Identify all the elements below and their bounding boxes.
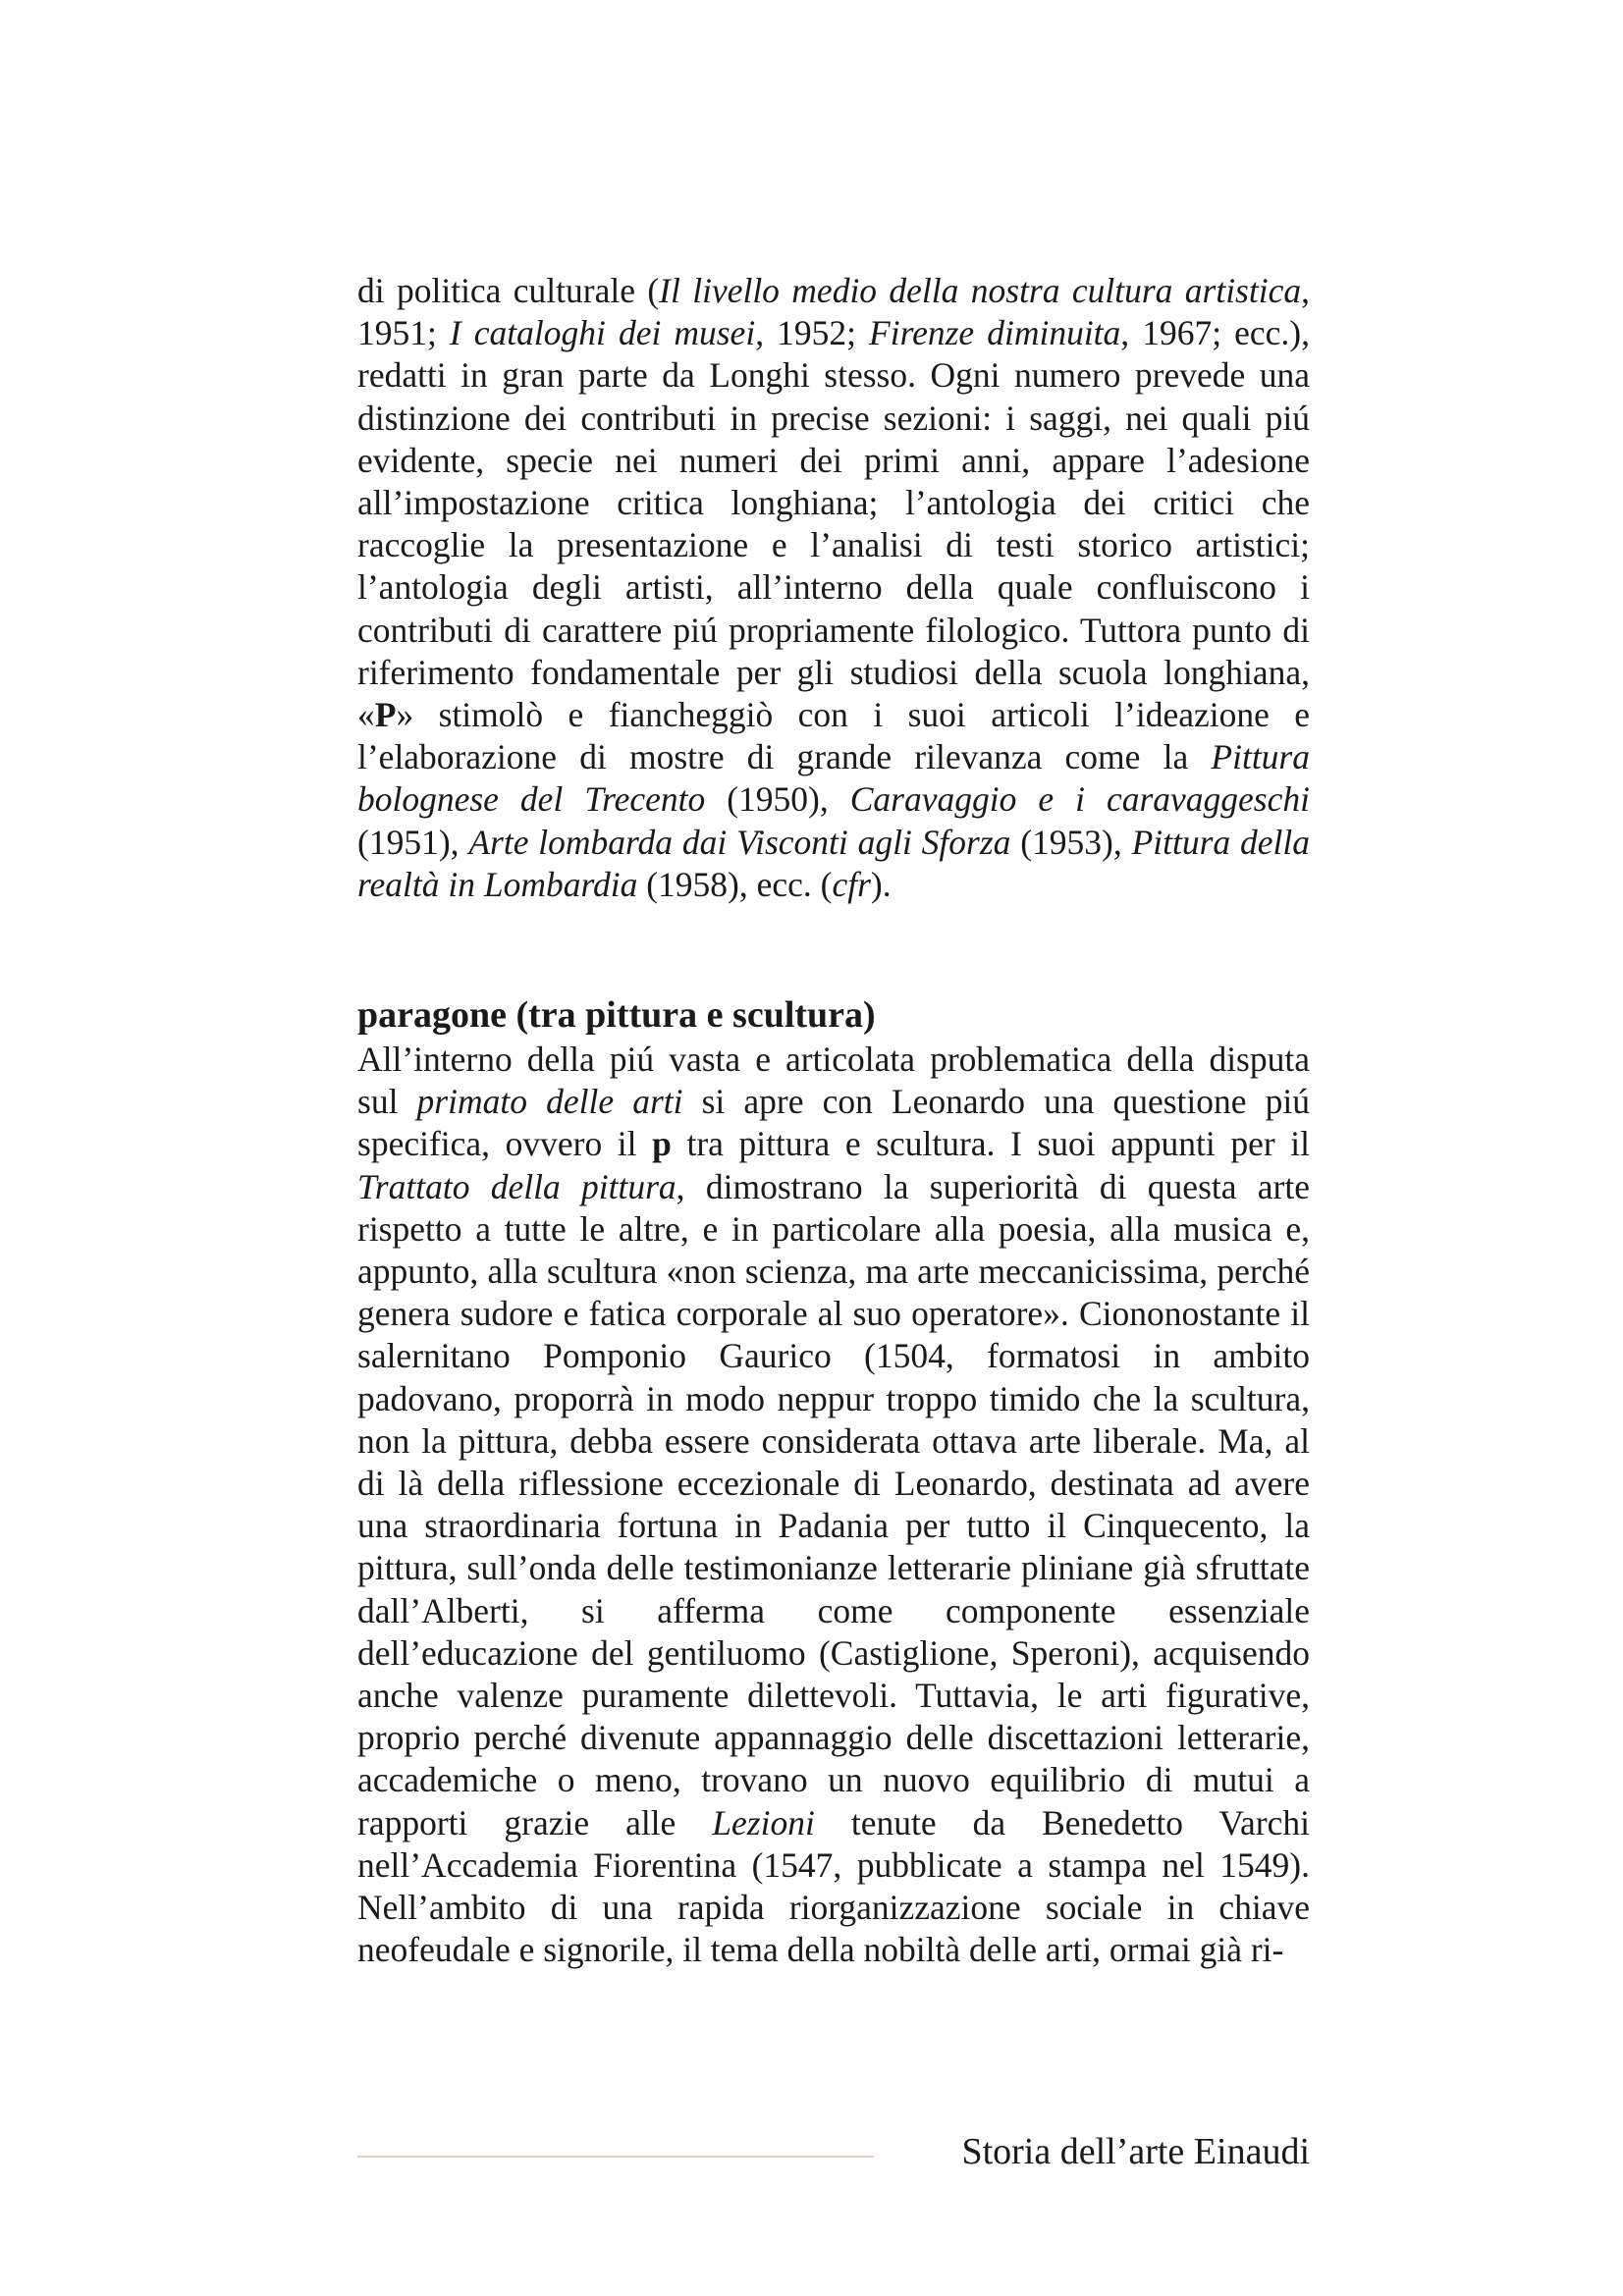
italic-title: I cataloghi dei musei [449,313,756,353]
italic-title: Caravaggio e i caravaggeschi [849,779,1310,820]
italic-title: Pittura bolognese del Trecento [357,737,1310,820]
italic-title: Firenze diminuita [869,313,1121,353]
text-run: , dimostrano la superiorità di questa arte rispetto a tutte le altre, e in particolare alla poesia, alla musica e, appunto, alla scultura «non scienza, ma arte meccanicissima, perché genera sudore e fatica corporale al suo operatore». Ciononostante il salernitano Pomponio Gaurico (1504, formatosi in ambito padovano, proporrà in modo neppur troppo timido che la scultura, non la pittura, debba essere considerata ottava arte liberale. Ma, al di là della riflessione eccezionale di Leonardo, destinata ad avere una straordinaria fortuna in Padania per tutto il Cinquecento, la pittura, sull’onda delle testimonianze letterarie pliniane già sfruttate dall’Alberti, si afferma come componente essenziale dell’educazione del gentiluomo (Castiglione, Speroni), acquisendo anche valenze puramente dilettevoli. Tuttavia, le arti figurative, proprio perché divenute appannaggio delle discettazioni letterarie, accademiche o meno, trovano un nuovo equilibrio di mutui a rapporti grazie alle [357,1166,1310,1842]
italic-title: Pittura della realtà in Lombardia [357,822,1310,904]
footer-publication-title: Storia dell’arte Einaudi [961,2131,1310,2172]
bold-abbreviation: p [652,1124,672,1164]
text-run: tra pittura e scultura. I suoi appunti per il [671,1124,1310,1164]
footer-rule [357,2156,874,2158]
bold-abbreviation: P [374,695,397,735]
text-run: ). [870,864,892,904]
text-run: , 1951; [357,271,1310,353]
text-run: di politica culturale ( [357,271,660,310]
italic-title: Lezioni [712,1802,815,1842]
text-run: (1953), [1010,822,1132,862]
text-run: , 1952; [755,313,870,353]
italic-cross-reference: cfr [832,864,871,904]
italic-term: primato delle arti [416,1082,683,1122]
body-paragraph-paragone [357,1039,1310,1971]
text-run: tenute da Benedetto Varchi nell’Accademia Fiorentina (1547, pubblicate a stampa nel 1549). Nell’ambito di una rapida riorganizzazione sociale in chiave neofeudale e signorile, il tema della nobiltà delle arti, ormai già ri- [357,1802,1310,1970]
text-run: » stimolò e fiancheggiò con i suoi articoli l’ideazione e l’elaborazione di mostre di grande rilevanza come la [357,695,1310,777]
italic-title: Arte lombarda dai Visconti agli Sforza [468,822,1011,862]
text-run: (1958), ecc. ( [637,864,833,904]
entry-heading: paragone (tra pittura e scultura) [357,994,876,1036]
text-run: All’interno della piú vasta e articolata problematica della disputa sul [357,1040,1310,1122]
italic-title: Trattato della pittura [357,1166,676,1206]
text-run: , 1967; ecc.), redatti in gran parte da Longhi stesso. Ogni numero prevede una distinzione dei contributi in precise sezioni: i saggi, nei quali piú evidente, specie nei numeri dei primi anni, appare l’adesione all’impostazione critica longhiana; l’antologia dei critici che raccoglie la presentazione e l’analisi di testi storico artistici; l’antologia degli artisti, all’interno della quale confluiscono i contributi di carattere piú propriamente filologico. Tuttora punto di riferimento fondamentale per gli studiosi della scuola longhiana, « [357,313,1310,735]
text-run: (1950), [705,779,850,820]
text-run: si apre con Leonardo una questione piú specifica, ovvero il [357,1082,1310,1164]
body-paragraph-rivista [357,270,1310,906]
italic-title: Il livello medio della nostra cultura artistica [659,271,1302,310]
text-run: (1951), [357,822,469,862]
